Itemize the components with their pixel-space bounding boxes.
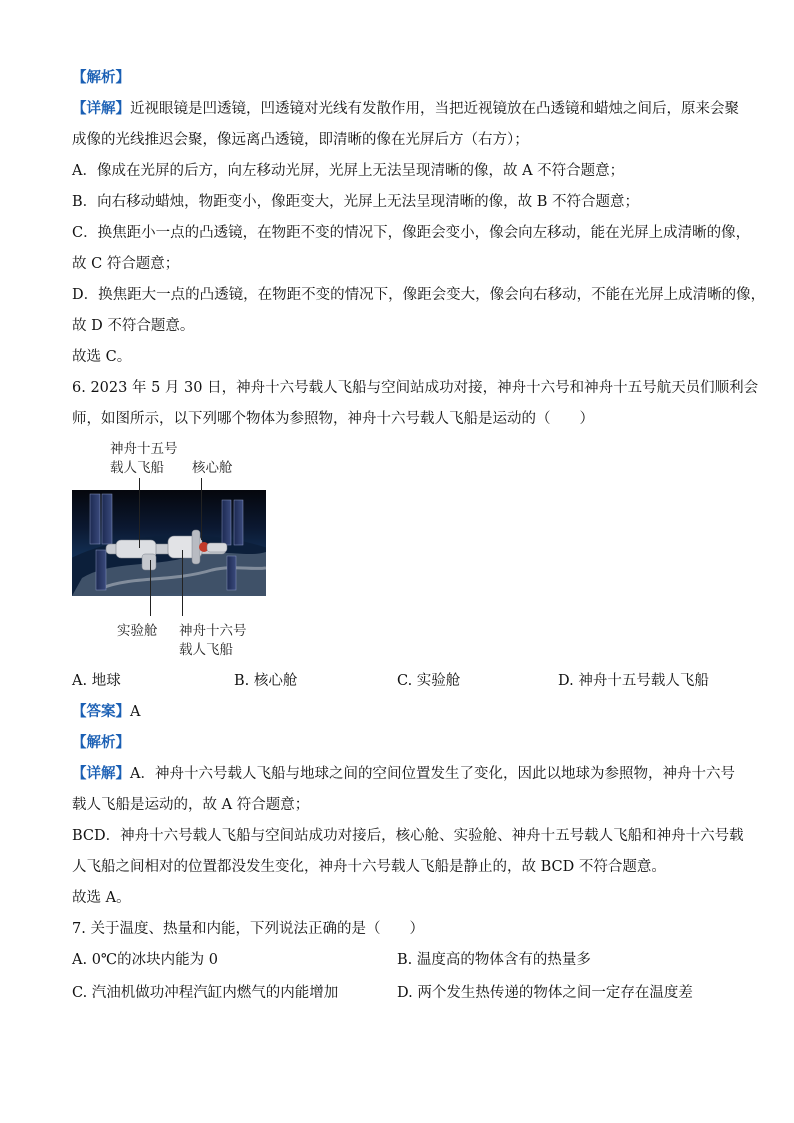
q6-option-a: A. 地球 [72, 673, 121, 689]
analysis-tag: 【解析】 [72, 69, 130, 86]
label-shenzhou15-line2: 载人飞船 [110, 460, 164, 476]
q7-option-b: B. 温度高的物体含有的热量多 [397, 952, 591, 968]
q6-answer [72, 702, 140, 722]
answer-tag: 【答案】 [72, 703, 130, 720]
label-lab-module: 实验舱 [117, 623, 158, 639]
final-choice: 故选 C。 [72, 349, 132, 365]
q6-detail-tag: 【详解】 [72, 765, 130, 782]
q6-stem-cont: 师，如图所示，以下列哪个物体为参照物，神舟十六号载人飞船是运动的（ ） [72, 411, 594, 427]
q6-option-d: D. 神舟十五号载人飞船 [558, 673, 709, 689]
detail-text-cont: 成像的光线推迟会聚，像远离凸透镜，即清晰的像在光屏后方（右方）； [72, 132, 529, 148]
option-d-explanation-cont: 故 D 不符合题意。 [72, 318, 195, 334]
q7-stem: 7. 关于温度、热量和内能，下列说法正确的是（ ） [72, 921, 424, 937]
q6-bcd-explanation: BCD．神舟十六号载人飞船与空间站成功对接后，核心舱、实验舱、神舟十五号载人飞船和神舟十六号载 [72, 828, 744, 844]
q7-option-c: C. 汽油机做功冲程汽缸内燃气的内能增加 [72, 985, 339, 1001]
q7-option-d: D. 两个发生热传递的物体之间一定存在温度差 [397, 985, 693, 1001]
q6-analysis-tag: 【解析】 [72, 734, 130, 751]
option-c-explanation-cont: 故 C 符合题意； [72, 256, 180, 272]
option-b-explanation: B．向右移动蜡烛，物距变小，像距变大，光屏上无法呈现清晰的像，故 B 不符合题意； [72, 194, 640, 210]
leader-core-module [201, 478, 202, 540]
q6-final-choice: 故选 A。 [72, 890, 131, 906]
label-core-module: 核心舱 [192, 460, 233, 476]
option-c-explanation: C．换焦距小一点的凸透镜，在物距不变的情况下，像距会变小，像会向左移动，能在光屏上成清晰的像， [72, 225, 751, 241]
q6-detail-cont: 载人飞船是运动的，故 A 符合题意； [72, 797, 310, 813]
leader-shenzhou16 [182, 550, 183, 616]
q6-option-b: B. 核心舱 [234, 673, 298, 689]
option-d-explanation: D．换焦距大一点的凸透镜，在物距不变的情况下，像距会变大，像会向右移动，不能在光屏上成清晰的像， [72, 287, 766, 303]
q7-option-a: A. 0℃的冰块内能为 0 [72, 952, 218, 968]
q6-option-c: C. 实验舱 [397, 673, 461, 689]
label-shenzhou16-line1: 神舟十六号 [179, 623, 247, 639]
q6-bcd-explanation-cont: 人飞船之间相对的位置都没发生变化，神舟十六号载人飞船是静止的，故 BCD 不符合题意。 [72, 859, 666, 875]
answer-value: A [130, 704, 141, 720]
q6-detail-text: A．神舟十六号载人飞船与地球之间的空间位置发生了变化，因此以地球为参照物，神舟十六号 [130, 766, 735, 782]
q6-stem: 6. 2023 年 5 月 30 日，神舟十六号载人飞船与空间站成功对接，神舟十六号和神舟十五号航天员们顺利会 [72, 380, 759, 396]
label-shenzhou15-line1: 神舟十五号 [110, 441, 178, 457]
option-a-explanation: A．像成在光屏的后方，向左移动光屏，光屏上无法呈现清晰的像，故 A 不符合题意； [72, 163, 625, 179]
space-station-image [72, 490, 266, 596]
leader-lab-module [150, 560, 151, 616]
leader-shenzhou15 [139, 478, 140, 548]
detail-paragraph [72, 99, 739, 119]
detail-text: 近视眼镜是凹透镜，凹透镜对光线有发散作用，当把近视镜放在凸透镜和蜡烛之间后，原来会聚 [130, 101, 739, 117]
label-shenzhou16-line2: 载人飞船 [179, 642, 233, 658]
q6-detail [72, 764, 735, 784]
detail-tag: 【详解】 [72, 100, 130, 117]
